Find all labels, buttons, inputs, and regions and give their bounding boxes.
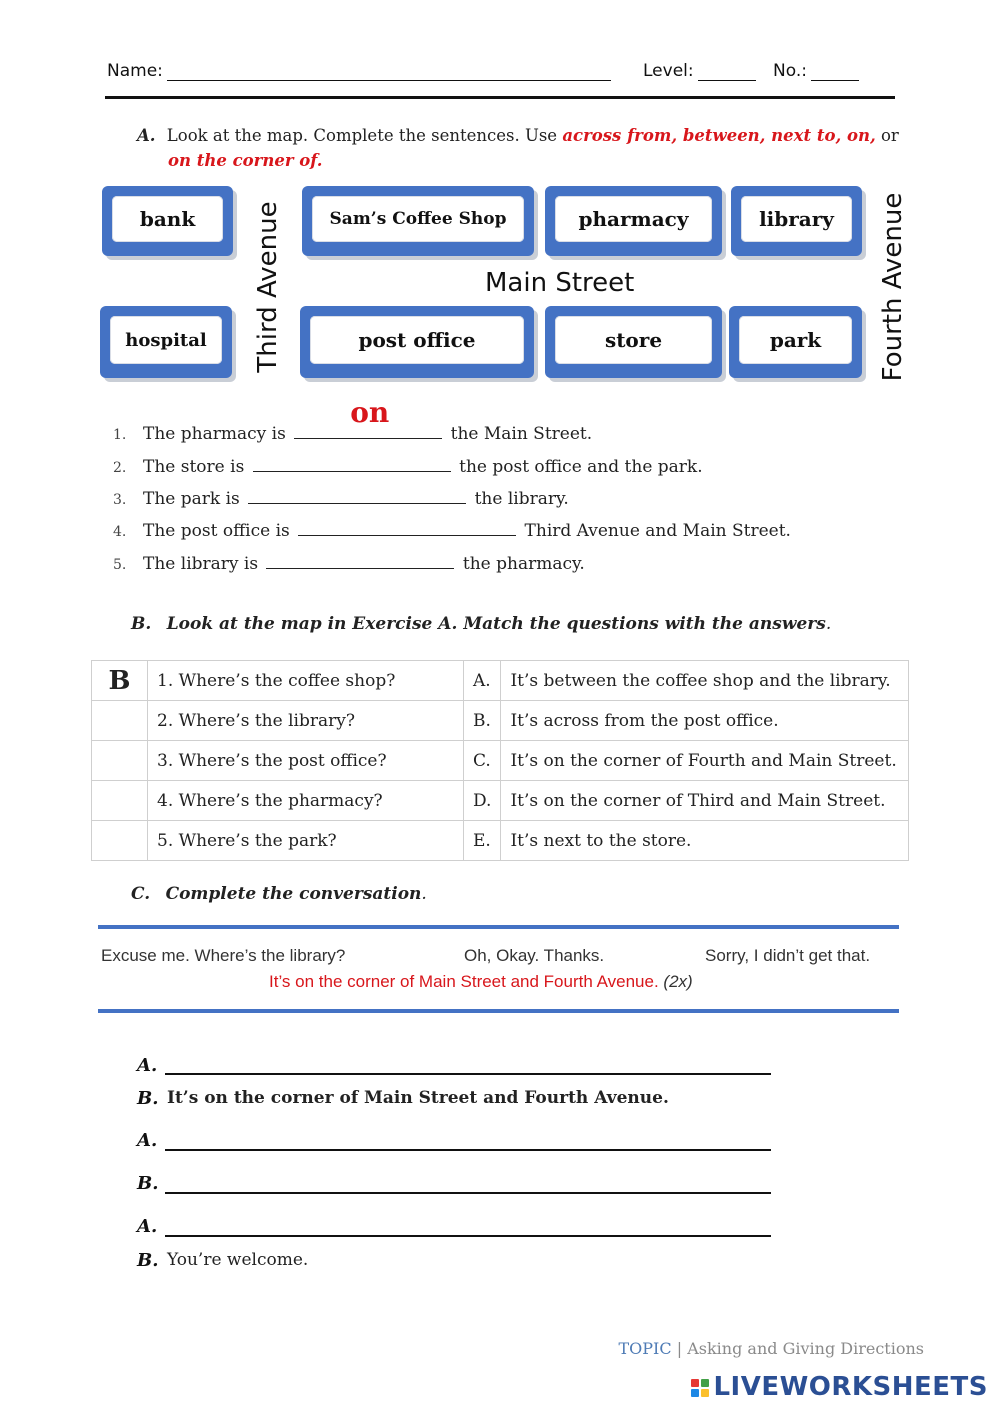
table-row [92,821,909,861]
section-a-instruction: Look at the map. Complete the sentences. Use [166,126,558,145]
section-a-letter: A. [137,126,156,145]
word-bank-item: Oh, Okay. Thanks. [464,946,605,965]
third-avenue-label: Third Avenue [253,201,283,373]
sentence-number: 3. [113,492,127,508]
sentence-text: Third Avenue and Main Street. [524,521,791,541]
main-street-label: Main Street [485,268,635,298]
sentence-2 [113,457,703,477]
matching-table [91,660,909,861]
section-a-heading [137,126,899,145]
map-library-label: library [741,196,852,242]
conversation-input-2[interactable] [165,1149,771,1151]
section-a-word-list: across from, between, next to, on, [562,126,876,145]
conversation-answer: It’s on the corner of Main Street and Fourth Avenue. [167,1088,669,1108]
topic-footer [619,1339,925,1358]
answer-blank-4[interactable] [298,521,516,536]
brand-name: LIVEWORKSHEETS [713,1372,988,1402]
level-field [643,61,756,81]
letter-cell: B. [464,701,501,741]
speaker-label: A. [137,1055,158,1076]
number-label: No.: [773,61,807,81]
sentence-5 [113,554,585,574]
sentence-text: The park is [143,489,240,509]
speaker-label: B. [137,1088,159,1109]
table-row [92,661,909,701]
map-coffee-shop [302,186,534,256]
map-library [731,186,862,256]
answer-blank-5[interactable] [266,554,454,569]
map-hospital [100,306,232,378]
name-label: Name: [107,61,163,81]
table-row [92,741,909,781]
word-bank-top-rule [98,925,899,929]
word-bank-item: It’s on the corner of Main Street and Fourth Avenue. [269,972,659,991]
sentence-number: 1. [113,427,127,443]
liveworksheets-grid-icon [691,1379,709,1397]
conversation-input-3[interactable] [165,1192,771,1194]
topic-word: TOPIC [618,1339,672,1358]
sentence-text: The pharmacy is [143,424,286,444]
sentence-1 [113,396,593,444]
map-post-office-label: post office [310,316,524,364]
map-post-office [300,306,534,378]
speaker-label: A. [137,1216,158,1237]
section-b-instruction: Look at the map in Exercise A. Match the questions with the answers [166,614,826,634]
map-hospital-label: hospital [110,316,222,364]
section-c-letter: C. [131,884,151,904]
section-a-word-last: on the corner of. [168,151,323,170]
word-bank-count: (2x) [663,972,693,991]
question-cell: 1. Where’s the coffee shop? [148,661,464,701]
section-b-period: . [825,614,832,634]
response-cell: It’s on the corner of Fourth and Main Street. [501,741,909,781]
map-bank [102,186,233,256]
section-b-heading [131,614,831,634]
letter-cell: E. [464,821,501,861]
sentence-number: 4. [113,524,127,540]
map-pharmacy-label: pharmacy [555,196,712,242]
answer-cell[interactable] [92,781,148,821]
section-b-letter: B. [131,614,152,634]
letter-cell: A. [464,661,501,701]
word-bank-bottom-rule [98,1009,899,1013]
question-cell: 3. Where’s the post office? [148,741,464,781]
speaker-label: B. [137,1173,159,1194]
question-cell: 4. Where’s the pharmacy? [148,781,464,821]
name-input[interactable] [167,64,611,81]
topic-separator: | [676,1339,683,1358]
section-c-period: . [421,884,427,904]
map-pharmacy [545,186,722,256]
level-input[interactable] [698,64,756,81]
section-c-instruction: Complete the conversation [165,884,422,904]
answer-cell[interactable] [92,821,148,861]
sentence-text: the library. [474,489,569,509]
answer-blank-1[interactable] [294,396,442,439]
word-bank-item: Excuse me. Where’s the library? [101,946,346,965]
sentence-text: The library is [143,554,259,574]
sentence-number: 5. [113,557,127,573]
name-field [107,61,611,81]
word-bank-item: Sorry, I didn’t get that. [705,946,871,965]
map-park [729,306,862,378]
speaker-label: B. [137,1250,159,1271]
answer-cell[interactable]: B [92,661,148,701]
map-bank-label: bank [112,196,223,242]
section-a-or: or [880,126,899,145]
header-rule [105,96,895,99]
question-cell: 2. Where’s the library? [148,701,464,741]
sentence-text: the Main Street. [450,424,593,444]
response-cell: It’s between the coffee shop and the library. [501,661,909,701]
section-c-heading [131,884,427,904]
response-cell: It’s next to the store. [501,821,909,861]
answer-blank-2[interactable] [253,457,451,472]
map-coffee-shop-label: Sam’s Coffee Shop [312,196,524,242]
table-row [92,781,909,821]
sentence-text: the post office and the park. [459,457,703,477]
number-input[interactable] [811,64,859,81]
speaker-label: A. [137,1130,158,1151]
response-cell: It’s across from the post office. [501,701,909,741]
conversation-text: You’re welcome. [167,1250,309,1270]
map-store-label: store [555,316,712,364]
answer-cell[interactable] [92,701,148,741]
fourth-avenue-label: Fourth Avenue [878,192,908,382]
answer-cell[interactable] [92,741,148,781]
sentence-3 [113,489,569,509]
map-park-label: park [739,316,852,364]
sentence-4 [113,521,791,541]
sentence-text: The post office is [143,521,290,541]
sentence-number: 2. [113,460,127,476]
filled-answer: on [350,396,390,429]
conversation-input-4[interactable] [165,1235,771,1237]
question-cell: 5. Where’s the park? [148,821,464,861]
sentence-text: the pharmacy. [462,554,585,574]
sentence-text: The store is [143,457,245,477]
level-label: Level: [643,61,694,81]
answer-blank-3[interactable] [248,489,466,504]
number-field [773,61,859,81]
letter-cell: C. [464,741,501,781]
response-cell: It’s on the corner of Third and Main Street. [501,781,909,821]
table-row [92,701,909,741]
letter-cell: D. [464,781,501,821]
conversation-input-1[interactable] [165,1073,771,1075]
word-bank-item-repeated [269,972,693,992]
map-store [545,306,722,378]
topic-title: Asking and Giving Directions [687,1339,924,1358]
liveworksheets-logo[interactable] [691,1372,988,1402]
